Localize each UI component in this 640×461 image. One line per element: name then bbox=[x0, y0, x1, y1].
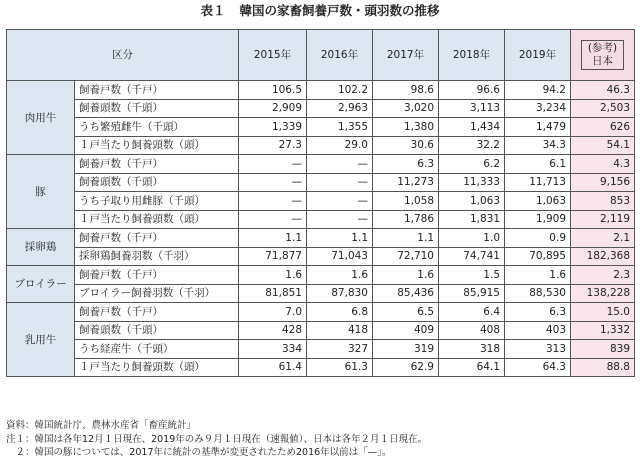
japan-value-cell: 626 bbox=[571, 118, 635, 137]
value-cell: 72,710 bbox=[373, 247, 439, 266]
header-year: 2019年 bbox=[505, 30, 571, 81]
value-cell: 6.5 bbox=[373, 303, 439, 322]
table-title-text: 韓国の家畜飼養戸数・頭羽数の推移 bbox=[239, 3, 440, 18]
value-cell: 1,479 bbox=[505, 118, 571, 137]
category-cell: ブロイラー bbox=[7, 266, 75, 303]
japan-value-cell: 138,228 bbox=[571, 284, 635, 303]
item-label: 飼養頭数（千頭） bbox=[75, 321, 239, 340]
value-cell: 2,909 bbox=[239, 99, 307, 118]
note-2: ２：韓国の豚については、2017年に統計の基準が変更されたため2016年以前は「—」。 bbox=[6, 447, 392, 458]
japan-value-cell: 2.1 bbox=[571, 229, 635, 248]
value-cell: 334 bbox=[239, 340, 307, 359]
category-cell: 豚 bbox=[7, 155, 75, 229]
value-cell: 6.4 bbox=[439, 303, 505, 322]
value-cell: 1,786 bbox=[373, 210, 439, 229]
table-title bbox=[0, 0, 640, 22]
japan-value-cell: 2.3 bbox=[571, 266, 635, 285]
table-row bbox=[7, 284, 635, 303]
value-cell: 3,113 bbox=[439, 99, 505, 118]
header-year: 2018年 bbox=[439, 30, 505, 81]
value-cell: 428 bbox=[239, 321, 307, 340]
value-cell: 61.4 bbox=[239, 358, 307, 377]
value-cell: 327 bbox=[307, 340, 373, 359]
value-cell: 403 bbox=[505, 321, 571, 340]
japan-value-cell: 2,119 bbox=[571, 210, 635, 229]
value-cell: 1,063 bbox=[439, 192, 505, 211]
japan-value-cell: 839 bbox=[571, 340, 635, 359]
item-label: 飼養戸数（千戸） bbox=[75, 303, 239, 322]
value-cell: 81,851 bbox=[239, 284, 307, 303]
reference-label: (参考) bbox=[587, 42, 618, 54]
value-cell: 71,877 bbox=[239, 247, 307, 266]
value-cell: 1.6 bbox=[373, 266, 439, 285]
category-cell: 採卵鶏 bbox=[7, 229, 75, 266]
note-1: 注１：韓国は各年12月１日現在、2019年のみ９月１日現在（速報値）、日本は各年２月１日現在。 bbox=[6, 433, 428, 445]
item-label: 飼養戸数（千戸） bbox=[75, 266, 239, 285]
notes bbox=[6, 419, 634, 460]
table-row bbox=[7, 303, 635, 322]
table-row bbox=[7, 192, 635, 211]
value-cell: 74,741 bbox=[439, 247, 505, 266]
value-cell: — bbox=[307, 210, 373, 229]
reference-box bbox=[581, 40, 624, 70]
value-cell: 3,020 bbox=[373, 99, 439, 118]
value-cell: 64.3 bbox=[505, 358, 571, 377]
value-cell: 2,963 bbox=[307, 99, 373, 118]
table-row bbox=[7, 229, 635, 248]
value-cell: 6.1 bbox=[505, 155, 571, 174]
value-cell: 94.2 bbox=[505, 81, 571, 100]
value-cell: 1,058 bbox=[373, 192, 439, 211]
table-row bbox=[7, 340, 635, 359]
value-cell: 61.3 bbox=[307, 358, 373, 377]
value-cell: 88,530 bbox=[505, 284, 571, 303]
value-cell: 319 bbox=[373, 340, 439, 359]
value-cell: 6.8 bbox=[307, 303, 373, 322]
livestock-table bbox=[6, 29, 635, 377]
item-label: うち繁殖雌牛（千頭） bbox=[75, 118, 239, 137]
value-cell: 1.1 bbox=[239, 229, 307, 248]
value-cell: 318 bbox=[439, 340, 505, 359]
japan-value-cell: 853 bbox=[571, 192, 635, 211]
value-cell: 70,895 bbox=[505, 247, 571, 266]
item-label: 飼養頭数（千頭） bbox=[75, 99, 239, 118]
item-label: 飼養頭数（千頭） bbox=[75, 173, 239, 192]
table-body bbox=[7, 81, 635, 377]
value-cell: 102.2 bbox=[307, 81, 373, 100]
value-cell: 1,831 bbox=[439, 210, 505, 229]
note-source: 資料：韓国統計庁、農林水産省「畜産統計」 bbox=[6, 420, 197, 431]
japan-value-cell: 4.3 bbox=[571, 155, 635, 174]
value-cell: 11,713 bbox=[505, 173, 571, 192]
table-row bbox=[7, 99, 635, 118]
value-cell: 62.9 bbox=[373, 358, 439, 377]
japan-value-cell: 9,156 bbox=[571, 173, 635, 192]
value-cell: — bbox=[239, 173, 307, 192]
item-label: ブロイラー飼養羽数（千羽） bbox=[75, 284, 239, 303]
value-cell: 1,380 bbox=[373, 118, 439, 137]
value-cell: 11,333 bbox=[439, 173, 505, 192]
value-cell: 313 bbox=[505, 340, 571, 359]
item-label: 飼養戸数（千戸） bbox=[75, 81, 239, 100]
japan-value-cell: 15.0 bbox=[571, 303, 635, 322]
value-cell: 34.3 bbox=[505, 136, 571, 155]
japan-value-cell: 88.8 bbox=[571, 358, 635, 377]
value-cell: 106.5 bbox=[239, 81, 307, 100]
table-row bbox=[7, 358, 635, 377]
item-label: 飼養戸数（千戸） bbox=[75, 229, 239, 248]
item-label: 採卵鶏飼養羽数（千羽） bbox=[75, 247, 239, 266]
value-cell: 1,339 bbox=[239, 118, 307, 137]
value-cell: 1.6 bbox=[307, 266, 373, 285]
item-label: １戸当たり飼養頭数（頭） bbox=[75, 210, 239, 229]
table-row bbox=[7, 321, 635, 340]
value-cell: 32.2 bbox=[439, 136, 505, 155]
item-label: １戸当たり飼養頭数（頭） bbox=[75, 358, 239, 377]
value-cell: — bbox=[307, 192, 373, 211]
item-label: １戸当たり飼養頭数（頭） bbox=[75, 136, 239, 155]
value-cell: 6.2 bbox=[439, 155, 505, 174]
value-cell: 6.3 bbox=[505, 303, 571, 322]
header-reference-japan bbox=[571, 30, 635, 81]
value-cell: 418 bbox=[307, 321, 373, 340]
value-cell: 27.3 bbox=[239, 136, 307, 155]
value-cell: 3,234 bbox=[505, 99, 571, 118]
header-year: 2016年 bbox=[307, 30, 373, 81]
header-category: 区分 bbox=[7, 30, 239, 81]
japan-value-cell: 1,332 bbox=[571, 321, 635, 340]
value-cell: — bbox=[239, 155, 307, 174]
value-cell: — bbox=[307, 155, 373, 174]
japan-value-cell: 2,503 bbox=[571, 99, 635, 118]
table-number: 表１ bbox=[200, 3, 226, 18]
value-cell: 11,273 bbox=[373, 173, 439, 192]
header-row bbox=[7, 30, 635, 81]
value-cell: 409 bbox=[373, 321, 439, 340]
value-cell: 1,909 bbox=[505, 210, 571, 229]
value-cell: 85,436 bbox=[373, 284, 439, 303]
japan-value-cell: 182,368 bbox=[571, 247, 635, 266]
value-cell: 29.0 bbox=[307, 136, 373, 155]
value-cell: 85,915 bbox=[439, 284, 505, 303]
value-cell: 30.6 bbox=[373, 136, 439, 155]
value-cell: — bbox=[307, 173, 373, 192]
value-cell: 6.3 bbox=[373, 155, 439, 174]
value-cell: 1,434 bbox=[439, 118, 505, 137]
table-row bbox=[7, 247, 635, 266]
value-cell: 1.0 bbox=[439, 229, 505, 248]
header-year: 2017年 bbox=[373, 30, 439, 81]
category-cell: 乳用牛 bbox=[7, 303, 75, 377]
category-cell: 肉用牛 bbox=[7, 81, 75, 155]
value-cell: 71,043 bbox=[307, 247, 373, 266]
table-row bbox=[7, 118, 635, 137]
value-cell: 96.6 bbox=[439, 81, 505, 100]
value-cell: 98.6 bbox=[373, 81, 439, 100]
value-cell: 64.1 bbox=[439, 358, 505, 377]
value-cell: 0.9 bbox=[505, 229, 571, 248]
value-cell: 87,830 bbox=[307, 284, 373, 303]
value-cell: 1,063 bbox=[505, 192, 571, 211]
table-row bbox=[7, 210, 635, 229]
japan-value-cell: 54.1 bbox=[571, 136, 635, 155]
header-year: 2015年 bbox=[239, 30, 307, 81]
table-row bbox=[7, 266, 635, 285]
table-row bbox=[7, 155, 635, 174]
table-row bbox=[7, 173, 635, 192]
value-cell: 1.6 bbox=[239, 266, 307, 285]
table-row bbox=[7, 136, 635, 155]
table-row bbox=[7, 81, 635, 100]
value-cell: 408 bbox=[439, 321, 505, 340]
reference-sub: 日本 bbox=[591, 55, 613, 67]
value-cell: 7.0 bbox=[239, 303, 307, 322]
value-cell: 1.1 bbox=[307, 229, 373, 248]
value-cell: 1.6 bbox=[505, 266, 571, 285]
value-cell: — bbox=[239, 210, 307, 229]
value-cell: 1.1 bbox=[373, 229, 439, 248]
item-label: うち経産牛（千頭） bbox=[75, 340, 239, 359]
item-label: うち子取り用雌豚（千頭） bbox=[75, 192, 239, 211]
item-label: 飼養戸数（千戸） bbox=[75, 155, 239, 174]
value-cell: 1.5 bbox=[439, 266, 505, 285]
value-cell: 1,355 bbox=[307, 118, 373, 137]
japan-value-cell: 46.3 bbox=[571, 81, 635, 100]
value-cell: — bbox=[239, 192, 307, 211]
